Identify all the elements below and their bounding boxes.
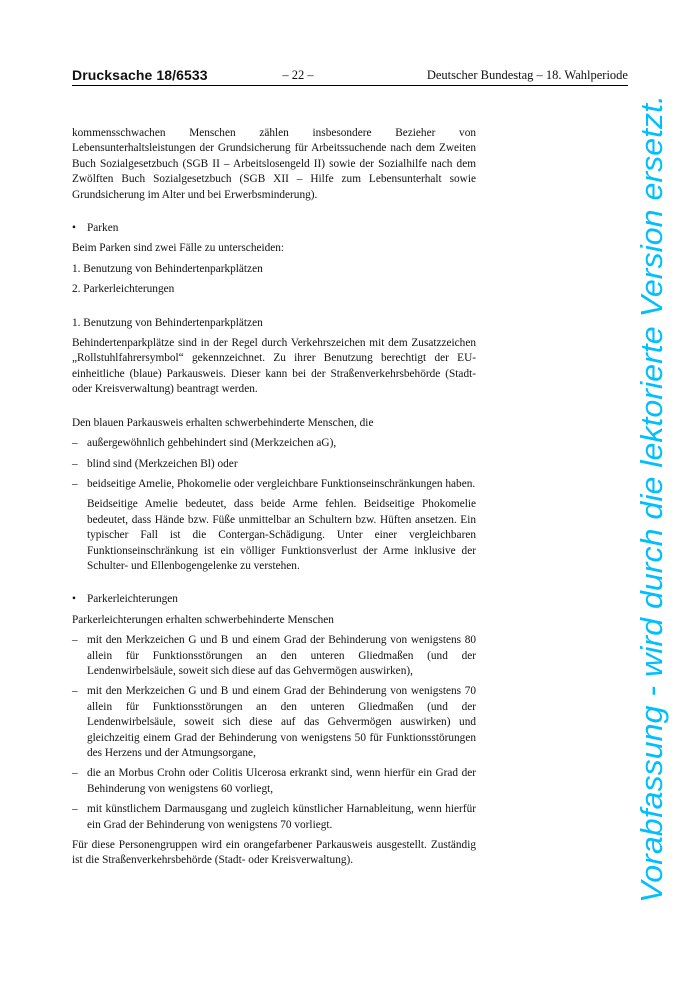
watermark-svg xyxy=(615,80,687,910)
watermark-text: Vorabfassung - wird durch die lektorierte Version ersetzt. xyxy=(634,124,669,903)
dash-icon: – xyxy=(72,803,78,816)
parken-intro: Beim Parken sind zwei Fälle zu unterscheiden: xyxy=(72,242,285,255)
list-item xyxy=(72,766,476,797)
closing-paragraph: Für diese Personengruppen wird ein orangefarbener Parkausweis ausgestellt. Zuständig ist die Straßenverkehrsbehörde (Stadt- oder Kreisverwaltung). xyxy=(72,839,476,867)
dash-icon: – xyxy=(72,477,78,490)
drucksache-number: 18/6533 xyxy=(156,67,208,83)
explanation-paragraph: Beidseitige Amelie bedeutet, dass beide Arme fehlen. Beidseitige Phokomelie bedeutet, dass Hände bzw. Füße unmittelbar an Schultern bzw. Hüften ansetzen. Ein typischer Fall ist die Contergan-Schädigung. Unter einer vergleichbaren Funktionseinschränkung ist ein völliger Funktionsverlust der Arme inklusive der Schulter- und Ellenbogengelenke zu verstehen. xyxy=(87,498,476,572)
parkerleichterungen-intro: Parkerleichterungen erhalten schwerbehinderte Menschen xyxy=(72,613,334,626)
list-item xyxy=(72,684,476,761)
parken-case-2: 2. Parkerleichterungen xyxy=(72,283,175,296)
list-item-text: außergewöhnlich gehbehindert sind (Merkzeichen aG), xyxy=(87,437,337,450)
list-item-text: die an Morbus Crohn oder Colitis Ulcerosa erkrankt sind, wenn hierfür ein Grad der Behinderung von wenigstens 60 vorliegt, xyxy=(87,767,476,795)
dash-icon: – xyxy=(72,685,78,698)
dash-icon: – xyxy=(72,767,78,780)
parken-sub-heading: 1. Benutzung von Behindertenparkplätzen xyxy=(72,316,263,329)
bullet-icon: • xyxy=(72,593,76,606)
dash-icon: – xyxy=(72,634,78,647)
intro-paragraph: kommensschwachen Menschen zählen insbesondere Bezieher von Lebensunterhaltsleistungen der Grundsicherung für Arbeitssuchende nach dem Zweiten Buch Sozialgesetzbuch (SGB II – Arbeitslosengeld II) sowie der Sozialhilfe nach dem Zwölften Buch Sozialgesetzbuch (SGB XII – Hilfe zum Lebensunterhalt sowie Grundsicherung im Alter und bei Erwerbsminderung). xyxy=(72,127,476,201)
list-item xyxy=(72,802,476,833)
draft-watermark xyxy=(615,80,687,910)
section-parken-heading xyxy=(72,221,476,236)
list-item xyxy=(72,457,476,472)
parken-description: Behindertenparkplätze sind in der Regel durch Verkehrszeichen mit dem Zusatzzeichen „Rollstuhlfahrersymbol“ gekennzeichnet. Zu ihrer Benutzung berechtigt der EU-einheitliche (blaue) Parkausweis. Dieser kann bei der Straßenverkehrsbehörde (Stadt- oder Kreisverwaltung) beantragt werden. xyxy=(72,337,476,396)
list-item-text: blind sind (Merkzeichen Bl) oder xyxy=(87,457,238,470)
list-item xyxy=(72,436,476,451)
bullet-icon: • xyxy=(72,222,76,235)
section-heading-text: Parken xyxy=(87,222,119,235)
dash-icon: – xyxy=(72,457,78,470)
parken-case-1: 1. Benutzung von Behindertenparkplätzen xyxy=(72,262,263,275)
section-heading-text: Parkerleichterungen xyxy=(87,593,178,606)
drucksache-word: Drucksache xyxy=(72,67,153,83)
blue-permit-intro: Den blauen Parkausweis erhalten schwerbehinderte Menschen, die xyxy=(72,416,374,429)
section-parkerleichterungen-heading xyxy=(72,592,476,607)
document-body xyxy=(72,126,476,869)
list-item xyxy=(72,633,476,679)
dash-icon: – xyxy=(72,437,78,450)
list-item-text: mit künstlichem Darmausgang und zugleich künstlicher Harnableitung, wenn hierfür ein Grad der Behinderung von wenigstens 70 vorliegt. xyxy=(87,803,476,831)
list-item-text: mit den Merkzeichen G und B und einem Grad der Behinderung von wenigstens 80 allein für Funktionsstörungen an den unteren Gliedmaßen (und der Lendenwirbelsäule, soweit sich diese auf das Gehvermögen auswirken), xyxy=(87,634,476,677)
list-item-text: mit den Merkzeichen G und B und einem Grad der Behinderung von wenigstens 70 allein für Funktionsstörungen an den unteren Gliedmaßen (und der Lendenwirbelsäule, soweit sich diese auf das Gehvermögen auswirken) und gleichzeitig einem Grad der Behinderung von wenigstens 50 für Funktionsstörungen des Herzens und der Atmungsorgane, xyxy=(87,685,476,759)
page-header xyxy=(72,67,628,86)
list-item xyxy=(72,477,476,492)
list-item-text: beidseitige Amelie, Phokomelie oder vergleichbare Funktionseinschränkungen haben. xyxy=(87,477,476,490)
publisher-label: Deutscher Bundestag – 18. Wahlperiode xyxy=(426,68,628,82)
page-number-text: – 22 – xyxy=(282,68,314,82)
